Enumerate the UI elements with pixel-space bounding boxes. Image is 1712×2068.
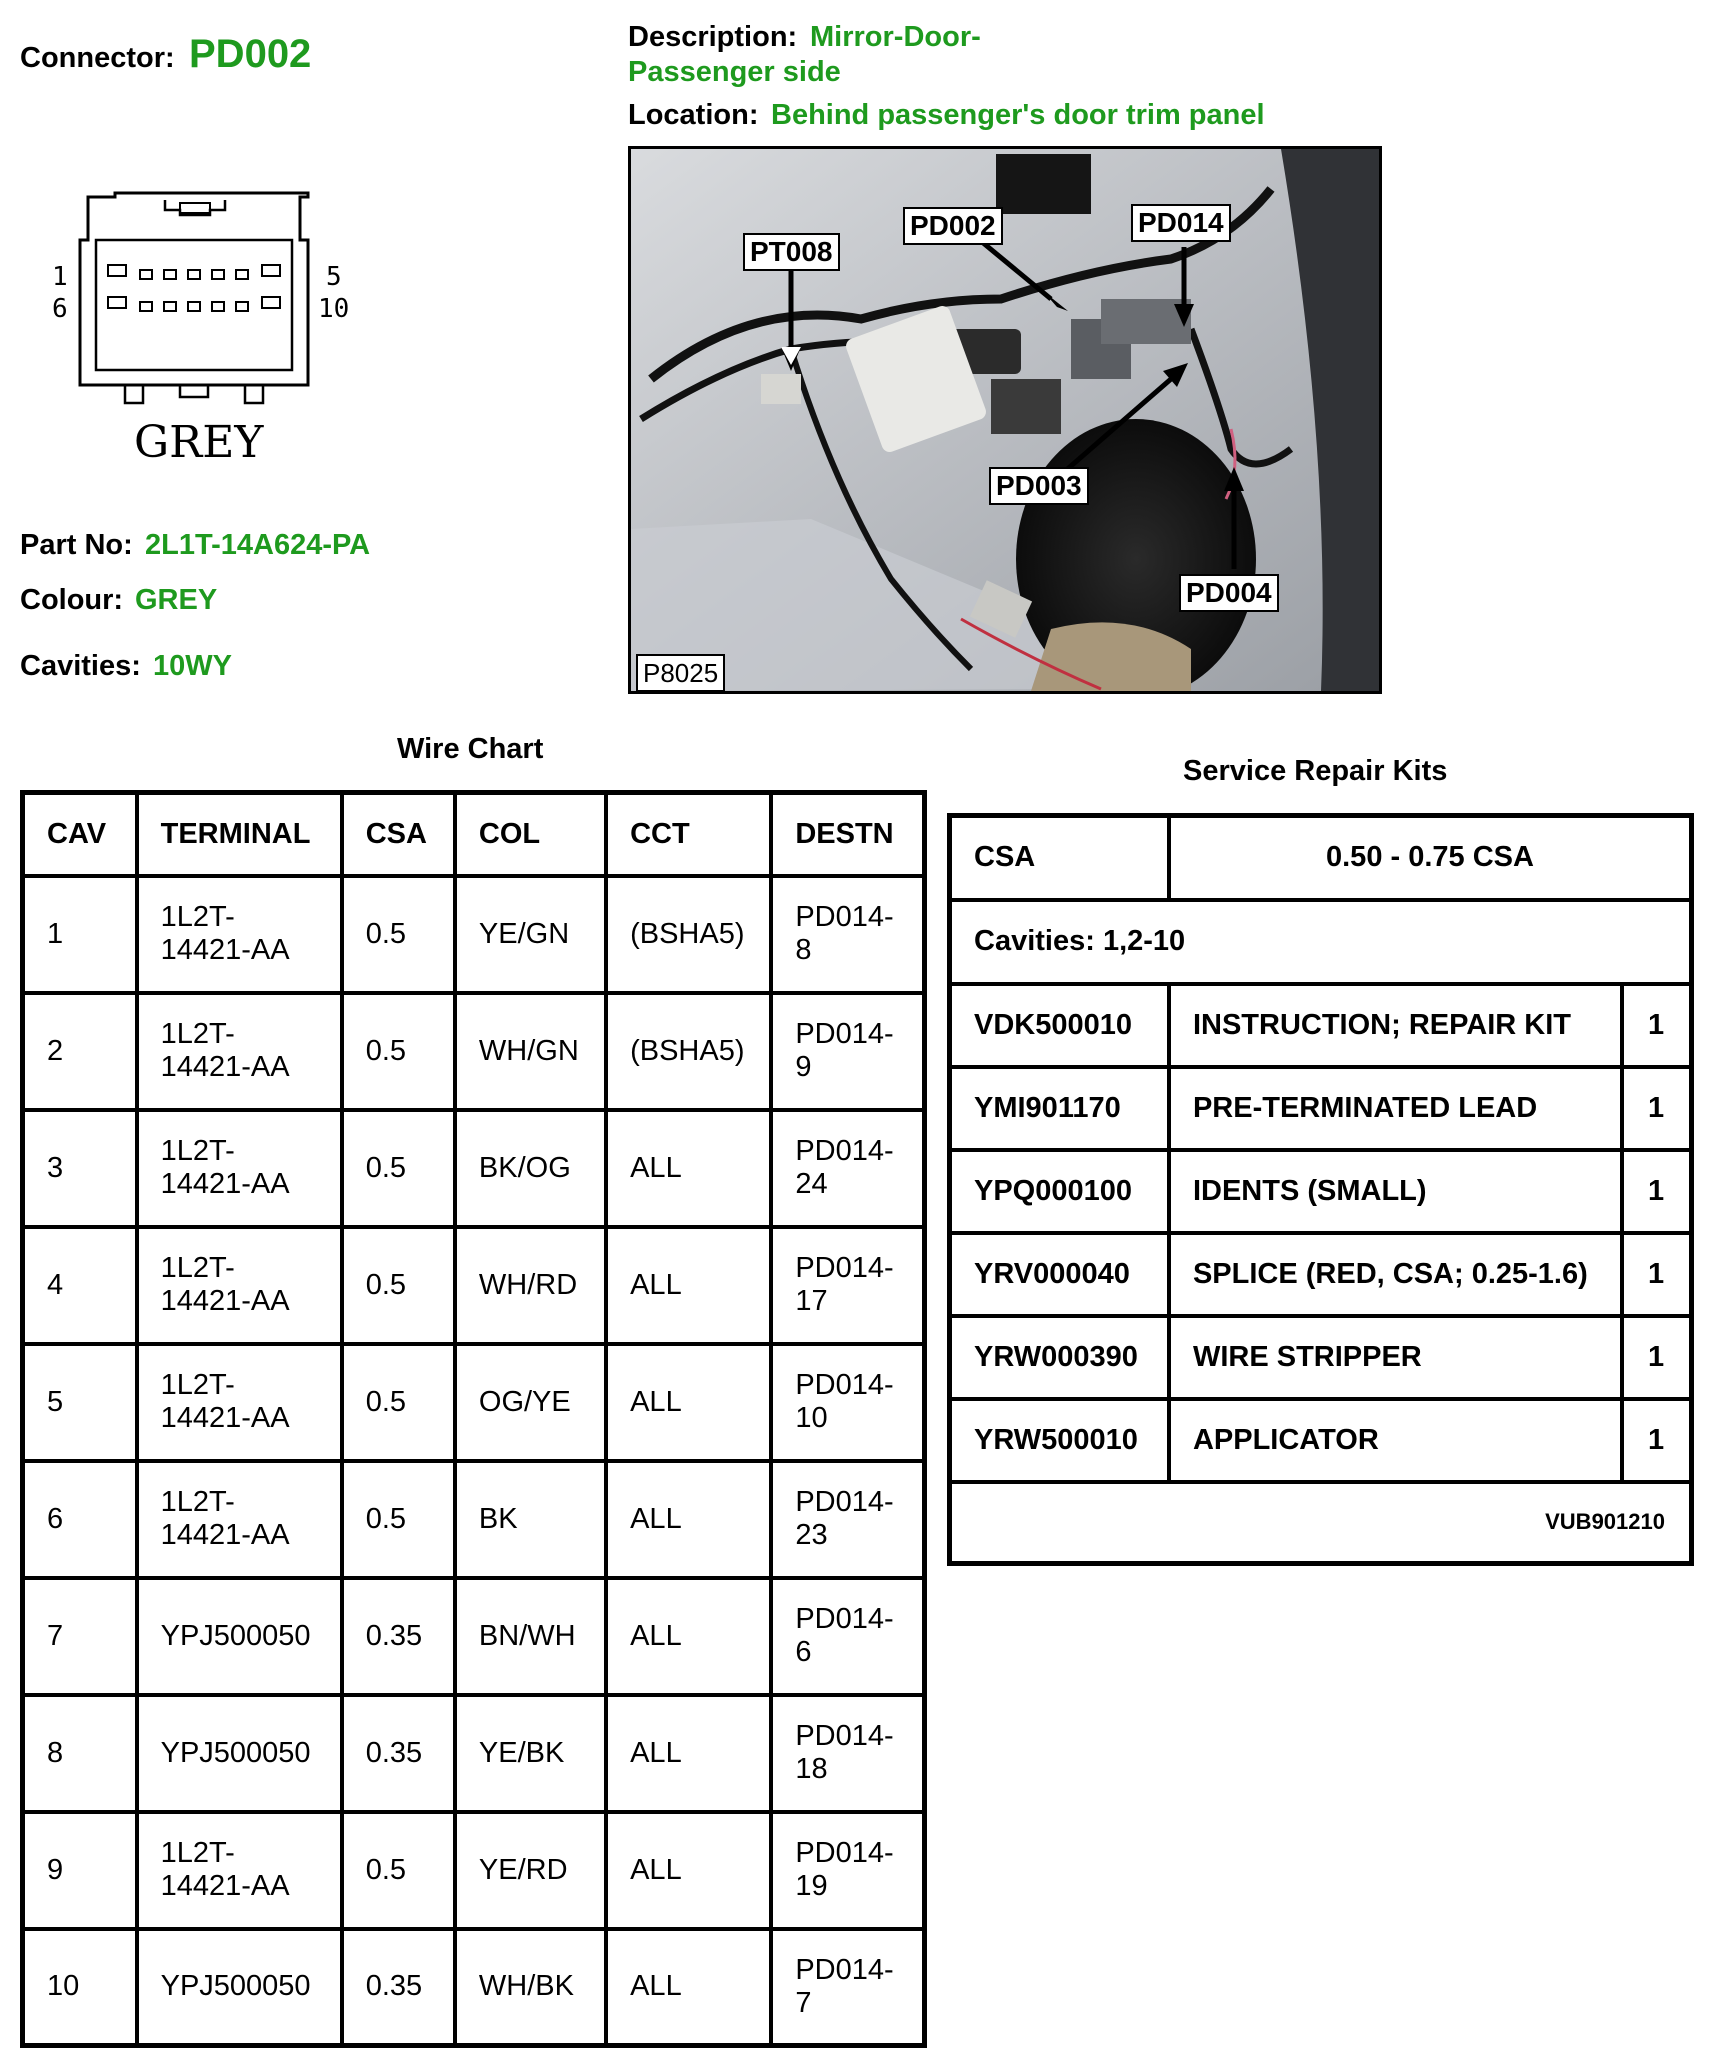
wire-chart-row [23,1227,925,1344]
cell-csa: 0.35 [342,1929,455,2046]
wire-chart-row [23,1695,925,1812]
cell-csa: 0.5 [342,1812,455,1929]
kit-quantity: 1 [1622,1233,1692,1316]
cell-cav: 4 [23,1227,137,1344]
wire-chart-row [23,1929,925,2046]
kits-footer-code: VUB901210 [950,1482,1692,1564]
pin-6-label: 6 [52,294,68,324]
description-value-1: Mirror-Door- [810,21,981,53]
cell-terminal: 1L2T- 14421-AA [137,876,342,993]
col-header-cav: CAV [23,793,137,876]
kit-description: SPLICE (RED, CSA; 0.25-1.6) [1169,1233,1622,1316]
cell-cct: ALL [606,1695,771,1812]
kit-description: IDENTS (SMALL) [1169,1150,1622,1233]
wire-chart-header-row [23,793,925,876]
cell-col: OG/YE [455,1344,606,1461]
kits-csa-row [950,816,1692,900]
cell-col: BN/WH [455,1578,606,1695]
cell-csa: 0.5 [342,1110,455,1227]
wire-chart-row [23,1578,925,1695]
cell-col: YE/RD [455,1812,606,1929]
cell-cct: ALL [606,1461,771,1578]
cell-cav: 6 [23,1461,137,1578]
wire-chart-row [23,1110,925,1227]
cell-col: WH/GN [455,993,606,1110]
cell-destn: PD014- 24 [771,1110,924,1227]
connector-value: PD002 [189,32,312,76]
wire-chart-row [23,1344,925,1461]
colour-label: Colour: [20,584,124,616]
col-header-cct: CCT [606,793,771,876]
wire-chart-table [20,790,927,2048]
kit-quantity: 1 [1622,1399,1692,1482]
cell-csa: 0.35 [342,1578,455,1695]
cell-destn: PD014- 8 [771,876,924,993]
cell-col: WH/RD [455,1227,606,1344]
kit-part-number: VDK500010 [950,984,1169,1067]
cell-destn: PD014- 17 [771,1227,924,1344]
description-value-2: Passenger side [628,56,841,88]
pin-10-label: 10 [318,294,350,324]
kit-description: PRE-TERMINATED LEAD [1169,1067,1622,1150]
cell-terminal: 1L2T- 14421-AA [137,1461,342,1578]
kit-quantity: 1 [1622,1150,1692,1233]
kits-item-row [950,1316,1692,1399]
kits-csa-label: CSA [950,816,1169,900]
cell-csa: 0.5 [342,1227,455,1344]
cell-terminal: 1L2T- 14421-AA [137,1812,342,1929]
kits-item-row [950,1233,1692,1316]
cell-terminal: 1L2T- 14421-AA [137,1227,342,1344]
kits-item-row [950,1067,1692,1150]
kits-cavities-row [950,900,1692,984]
callout-pd002: PD002 [903,207,1003,245]
cell-destn: PD014- 23 [771,1461,924,1578]
kit-part-number: YRV000040 [950,1233,1169,1316]
kit-description: WIRE STRIPPER [1169,1316,1622,1399]
kits-cavities-text: Cavities: 1,2-10 [950,900,1692,984]
cell-csa: 0.35 [342,1695,455,1812]
repair-kits-title: Service Repair Kits [1183,755,1448,787]
callout-pd003: PD003 [989,467,1089,505]
cell-terminal: 1L2T- 14421-AA [137,1344,342,1461]
cell-cav: 3 [23,1110,137,1227]
kits-csa-value: 0.50 - 0.75 CSA [1169,816,1692,900]
pin-1-label: 1 [52,262,68,292]
callout-pd014: PD014 [1131,204,1231,242]
kit-description: INSTRUCTION; REPAIR KIT [1169,984,1622,1067]
kit-part-number: YRW000390 [950,1316,1169,1399]
cavities-value: 10WY [153,650,232,682]
cell-cav: 10 [23,1929,137,2046]
cell-destn: PD014- 19 [771,1812,924,1929]
connector-colour-text: GREY [134,417,264,468]
col-header-destn: DESTN [771,793,924,876]
cell-col: WH/BK [455,1929,606,2046]
cell-cct: ALL [606,1110,771,1227]
cell-col: YE/GN [455,876,606,993]
wire-chart-title: Wire Chart [397,733,544,765]
cavities-label: Cavities: [20,650,141,682]
cell-col: BK [455,1461,606,1578]
callout-pt008: PT008 [743,233,840,271]
cell-csa: 0.5 [342,993,455,1110]
cell-terminal: 1L2T- 14421-AA [137,993,342,1110]
location-value: Behind passenger's door trim panel [771,99,1265,131]
cell-cav: 2 [23,993,137,1110]
description-label: Description: [628,21,798,53]
cell-csa: 0.5 [342,1461,455,1578]
connector-label: Connector: [20,42,175,74]
kit-part-number: YRW500010 [950,1399,1169,1482]
cell-terminal: 1L2T- 14421-AA [137,1110,342,1227]
kit-quantity: 1 [1622,984,1692,1067]
repair-kits-table [947,813,1694,1566]
cell-cct: ALL [606,1929,771,2046]
col-header-csa: CSA [342,793,455,876]
cell-terminal: YPJ500050 [137,1929,342,2046]
connector-face-diagram [40,185,380,475]
cell-csa: 0.5 [342,876,455,993]
kit-description: APPLICATOR [1169,1399,1622,1482]
cell-cav: 7 [23,1578,137,1695]
callout-pd004: PD004 [1179,574,1279,612]
cell-cav: 9 [23,1812,137,1929]
col-header-col: COL [455,793,606,876]
cell-col: YE/BK [455,1695,606,1812]
wire-chart-row [23,993,925,1110]
cell-destn: PD014- 10 [771,1344,924,1461]
cell-cct: (BSHA5) [606,876,771,993]
cell-cct: (BSHA5) [606,993,771,1110]
cell-terminal: YPJ500050 [137,1578,342,1695]
location-label: Location: [628,99,759,131]
col-header-terminal: TERMINAL [137,793,342,876]
kit-part-number: YPQ000100 [950,1150,1169,1233]
colour-value: GREY [135,584,218,616]
cell-destn: PD014- 7 [771,1929,924,2046]
part-no-label: Part No: [20,529,133,561]
cell-cct: ALL [606,1812,771,1929]
cell-destn: PD014- 9 [771,993,924,1110]
kits-item-row [950,1150,1692,1233]
kit-part-number: YMI901170 [950,1067,1169,1150]
cell-cct: ALL [606,1227,771,1344]
kits-item-row [950,1399,1692,1482]
part-no-value: 2L1T-14A624-PA [145,529,371,561]
cell-cav: 5 [23,1344,137,1461]
wire-chart-row [23,1812,925,1929]
figure-id: P8025 [636,654,725,692]
pin-5-label: 5 [326,262,342,292]
cell-cav: 8 [23,1695,137,1812]
cell-col: BK/OG [455,1110,606,1227]
kits-footer-row [950,1482,1692,1564]
wire-chart-row [23,1461,925,1578]
kits-item-row [950,984,1692,1067]
cell-csa: 0.5 [342,1344,455,1461]
cell-cav: 1 [23,876,137,993]
kit-quantity: 1 [1622,1067,1692,1150]
cell-destn: PD014- 6 [771,1578,924,1695]
cell-terminal: YPJ500050 [137,1695,342,1812]
kit-quantity: 1 [1622,1316,1692,1399]
cell-cct: ALL [606,1578,771,1695]
cell-destn: PD014- 18 [771,1695,924,1812]
cell-cct: ALL [606,1344,771,1461]
wire-chart-row [23,876,925,993]
location-photo [628,146,1382,694]
